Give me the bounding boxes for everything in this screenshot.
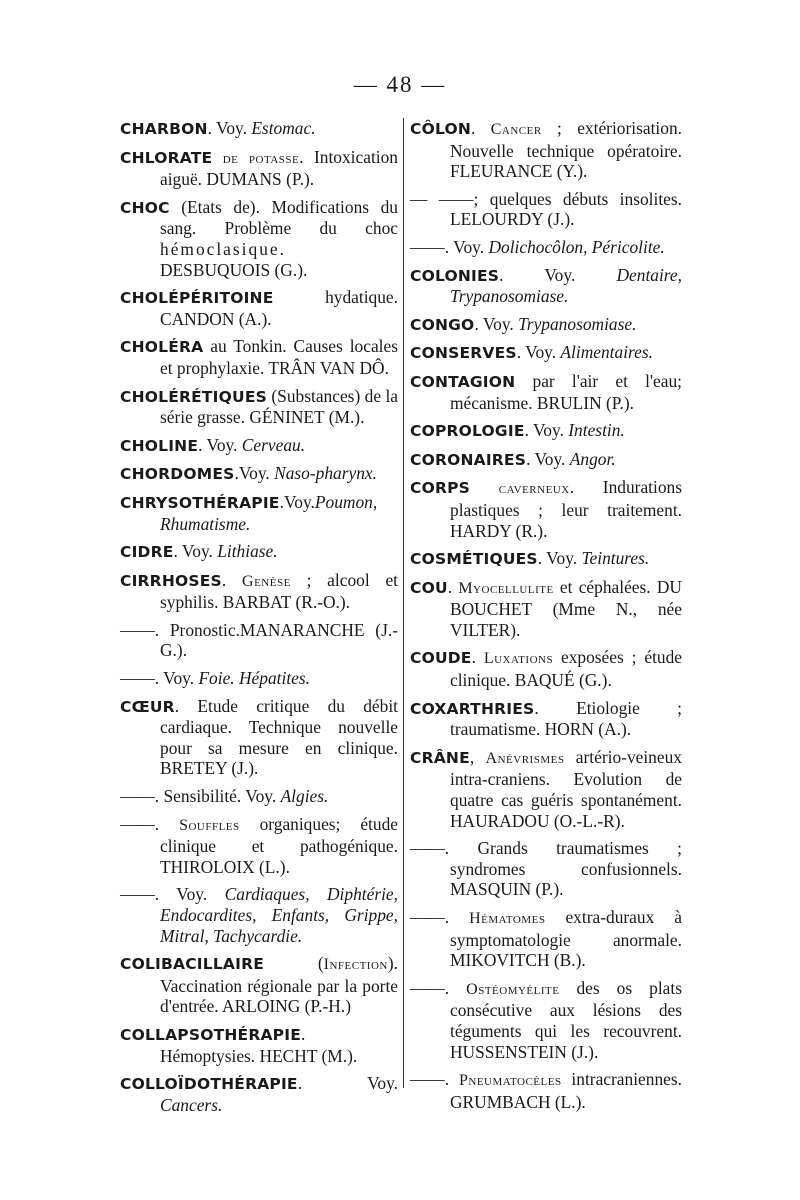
entry-heading: CHORDOMES	[120, 465, 235, 484]
entry-text: . Voy.	[474, 313, 519, 334]
entry-text: .	[471, 118, 491, 138]
entry-heading: CONSERVES	[410, 344, 517, 363]
index-entry	[410, 1069, 682, 1112]
cross-reference: Teintures.	[581, 548, 650, 569]
entry-text: . Voy.	[297, 1073, 398, 1094]
index-entry	[410, 698, 682, 740]
entry-text: artério-veineux intra-craniens. Evolution de quatre cas guéris spontanément. HAURADOU (O.-L.-R).	[450, 746, 682, 831]
index-entry	[120, 197, 398, 280]
cross-reference: Cancers.	[160, 1094, 223, 1115]
subheading: de potasse	[222, 149, 300, 167]
subheading: Hématomes	[469, 910, 546, 927]
entry-text	[212, 147, 222, 167]
entry-text: . Voy.	[198, 434, 242, 455]
cross-reference: Alimentaires.	[560, 342, 653, 363]
entry-heading: CHOC	[120, 198, 170, 217]
entry-text: ——. Voy.	[120, 668, 199, 689]
entry-text: (	[264, 953, 324, 974]
entry-heading: CONGO	[410, 315, 475, 334]
index-entry	[410, 342, 682, 364]
entry-text: . Voy.	[516, 342, 561, 363]
entry-text: . Indurations plastiques ; leur traitement. HARDY (R.).	[450, 477, 682, 541]
entry-heading: CORONAIRES	[410, 450, 527, 469]
entry-text: ; extériorisation. Nouvelle technique opératoire. FLEURANCE (Y.).	[450, 118, 682, 182]
page-number: — 48 —	[353, 72, 447, 97]
cross-reference: Cardiaques, Diphtérie, Endocardites, Enfants, Grippe, Mitral, Tachycardie.	[160, 884, 398, 946]
index-entry	[410, 237, 682, 258]
entry-text: . Etiologie ; traumatisme. HORN (A.).	[450, 697, 682, 740]
subheading: Myocellulite	[458, 579, 554, 597]
entry-text: hémoclasique	[160, 238, 280, 259]
entry-heading: COU	[410, 578, 448, 597]
subheading: Luxations	[483, 650, 554, 668]
index-entry	[410, 420, 682, 442]
cross-reference: Algies.	[280, 786, 329, 807]
entry-heading: CHOLINE	[120, 436, 199, 455]
entry-heading: COLLAPSOTHÉRAPIE	[120, 1025, 301, 1044]
entry-heading: CIDRE	[120, 543, 174, 562]
entry-text: ——. Sensibilité. Voy.	[120, 786, 281, 807]
entry-text: ). Vaccination régionale par la porte d'entrée. ARLOING (P.-H.)	[160, 953, 398, 1017]
subheading: caverneux	[498, 480, 570, 498]
entry-heading: COSMÉTIQUES	[410, 550, 538, 569]
entry-text: ——.	[120, 813, 180, 834]
cross-reference: Estomac.	[251, 118, 316, 138]
index-entry	[410, 265, 682, 307]
cross-reference: Trypanosomiase.	[518, 313, 637, 334]
index-entry	[410, 314, 682, 336]
entry-heading: CHRYSOTHÉRAPIE	[120, 493, 280, 512]
entry-text: . Hémoptysies. HECHT (M.).	[160, 1023, 358, 1066]
entry-heading: CONTAGION	[410, 372, 516, 391]
entry-heading: CHOLÉPÉRITOINE	[120, 289, 274, 308]
right-column	[410, 118, 682, 1119]
index-entry	[410, 838, 682, 900]
entry-text: ——.	[410, 907, 470, 927]
subheading: Souffles	[179, 816, 240, 834]
entry-text: . Etude critique du débit cardiaque. Technique nouvelle pour sa mesure en clinique. BRETEY (J.).	[160, 695, 398, 779]
cross-reference: Angor.	[569, 448, 616, 469]
entry-text: ——.	[410, 1069, 459, 1090]
index-entry	[120, 953, 398, 1017]
subheading: Anévrismes	[485, 749, 565, 767]
entry-text: ; alcool et syphilis. BARBAT (R.-O.).	[160, 569, 398, 613]
entry-heading: CORPS	[410, 479, 471, 498]
entry-heading: COLONIES	[410, 266, 500, 285]
entry-heading: CÔLON	[410, 120, 472, 138]
index-entry	[410, 118, 682, 182]
cross-reference: Lithiase.	[217, 541, 278, 562]
entry-text: par l'air et l'eau; mécanisme. BRULIN (P.).	[450, 370, 682, 413]
entry-heading: CŒUR	[120, 697, 175, 716]
index-entry	[120, 492, 398, 534]
entry-text: . Voy.	[499, 264, 617, 285]
index-entry	[120, 435, 398, 457]
entry-text: ——. Pronostic.MANARANCHE (J.-G.).	[120, 619, 398, 661]
index-entry	[120, 1073, 398, 1115]
subheading: Cancer	[490, 121, 542, 138]
index-entry	[120, 118, 398, 140]
entry-heading: CHARBON	[120, 120, 208, 138]
entry-text: — ——; quelques débuts insolites. LELOURDY (J.).	[410, 188, 682, 230]
cross-reference: Poumon, Rhumatisme.	[160, 491, 378, 534]
entry-text: .Voy.	[279, 491, 315, 512]
index-entry	[410, 647, 682, 690]
entry-text: des os plats consécutive aux lésions des téguments qui les recouvrent. HUSSENSTEIN (J.).	[450, 977, 682, 1062]
subheading: Genèse	[242, 572, 291, 590]
entry-heading: COLIBACILLAIRE	[120, 955, 264, 974]
entry-text: . Voy.	[524, 420, 569, 441]
entry-text: . Intoxication aiguë. DUMANS (P.).	[160, 146, 398, 190]
index-entry	[120, 620, 398, 661]
index-entry	[120, 541, 398, 563]
index-entry	[120, 386, 398, 428]
entry-text: ,	[469, 746, 486, 767]
cross-reference: Intestin.	[568, 420, 625, 441]
index-entry	[410, 577, 682, 641]
entry-text: extra-duraux à symptomatologie anormale. MIKOVITCH (B.).	[450, 907, 682, 971]
entry-text: (Substances) de la série grasse. GÉNINET (M.).	[160, 385, 398, 428]
index-entry	[410, 747, 682, 831]
index-entry	[120, 1024, 398, 1066]
entry-text: ——. Voy.	[120, 884, 225, 905]
subheading: Infection	[323, 956, 388, 974]
entry-text: exposées ; étude clinique. BAQUÉ (G.).	[450, 647, 683, 691]
index-entry	[120, 570, 398, 613]
index-entry	[410, 449, 682, 471]
entry-text: ——. Grands traumatismes ; syndromes confusionnels. MASQUIN (P.).	[410, 838, 682, 900]
entry-text: (Etats de). Modifications du sang. Problème du choc	[160, 196, 398, 239]
index-entry	[410, 371, 682, 413]
entry-heading: CRÂNE	[410, 748, 470, 767]
entry-text: intracraniennes. GRUMBACH (L.).	[450, 1069, 682, 1112]
entry-heading: CHOLÉRA	[120, 338, 204, 357]
entry-text: . Voy.	[173, 541, 218, 562]
index-entry	[120, 814, 398, 878]
entry-text: . Voy.	[207, 118, 252, 138]
index-entry	[410, 907, 682, 971]
index-entry	[410, 978, 682, 1062]
cross-reference: Cerveau.	[241, 434, 306, 455]
entry-heading: COXARTHRIES	[410, 699, 535, 718]
entry-text: organiques; étude clinique et pathogénique. THIROLOIX (L.).	[160, 813, 398, 877]
entry-heading: COUDE	[410, 649, 472, 668]
entry-text: .	[471, 647, 484, 668]
index-entry	[120, 463, 398, 485]
cross-reference: Dentaire, Trypanosomiase.	[450, 264, 682, 307]
entry-heading: CHOLÉRÉTIQUES	[120, 387, 267, 406]
subheading: Ostéomyélite	[466, 980, 560, 998]
entry-text: . Voy.	[526, 448, 570, 469]
index-entry	[120, 336, 398, 378]
entry-text: ——.	[410, 977, 467, 998]
entry-heading: CHLORATE	[120, 148, 213, 167]
entry-text: . DESBUQUOIS (G.).	[160, 238, 308, 280]
entry-heading: CIRRHOSES	[120, 571, 222, 590]
index-entry	[120, 147, 398, 190]
entry-text: au Tonkin. Causes locales et prophylaxie. TRÂN VAN DÔ.	[160, 336, 398, 378]
left-column	[120, 118, 398, 1122]
entry-text: et céphalées. DU BOUCHET (Mme N., née VILTER).	[450, 576, 682, 640]
entry-text: .	[447, 576, 459, 597]
entry-text: .	[221, 569, 243, 590]
entry-text: ——. Voy.	[410, 236, 489, 257]
index-entry	[120, 884, 398, 946]
entry-text: hydatique. CANDON (A.).	[160, 287, 398, 329]
index-entry	[120, 287, 398, 329]
entry-heading: COPROLOGIE	[410, 422, 525, 441]
subheading: Pneumatocèles	[458, 1072, 562, 1090]
index-entry	[410, 189, 682, 230]
index-entry	[120, 668, 398, 689]
index-entry	[120, 696, 398, 779]
entry-text: . Voy.	[537, 548, 582, 569]
cross-reference: Foie. Hépatites.	[198, 668, 310, 689]
index-entry	[120, 786, 398, 807]
cross-reference: Dolichocôlon, Péricolite.	[488, 236, 665, 257]
column-divider	[403, 118, 404, 1088]
index-entry	[410, 548, 682, 570]
index-entry	[410, 477, 682, 541]
entry-text: .Voy.	[234, 463, 275, 484]
entry-text	[470, 477, 499, 497]
cross-reference: Naso-pharynx.	[274, 463, 377, 484]
entry-heading: COLLOÏDOTHÉRAPIE	[120, 1075, 298, 1094]
